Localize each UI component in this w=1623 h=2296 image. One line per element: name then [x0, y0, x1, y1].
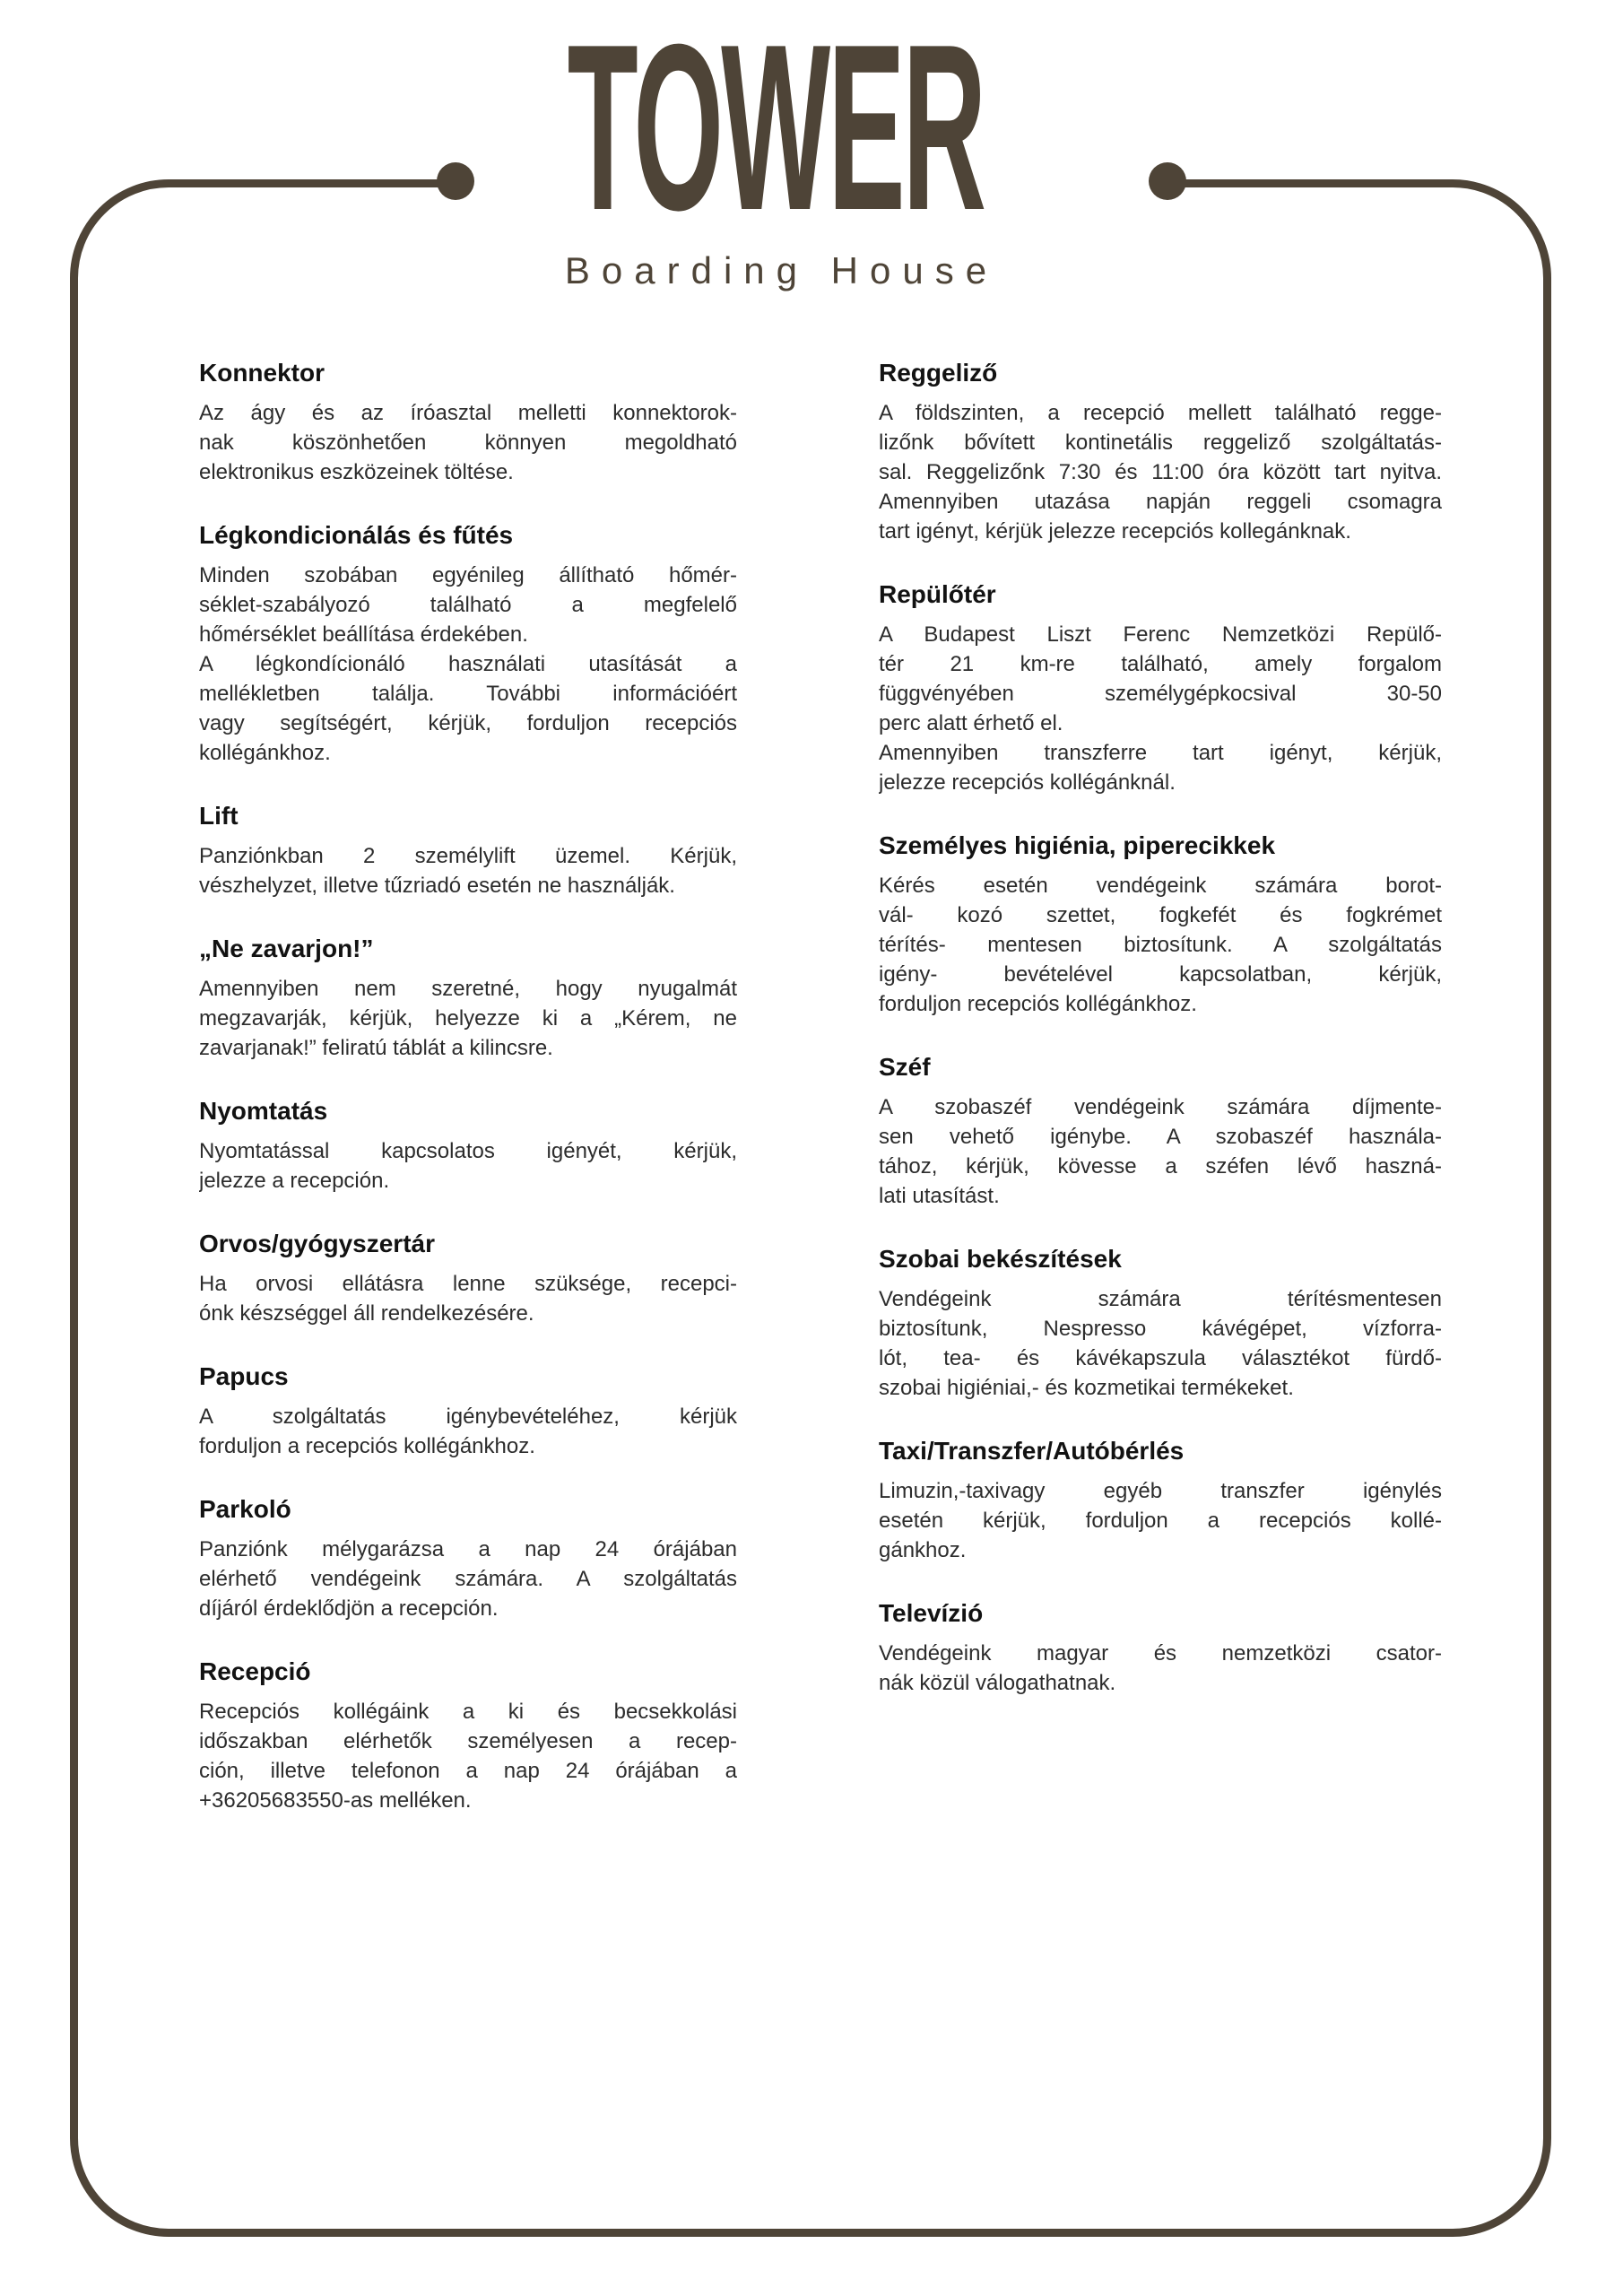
- body-line: esetén kérjük, forduljon a recepciós kollé-: [879, 1509, 1442, 1533]
- body-line: szobai higiéniai,- és kozmetikai termékeket.: [879, 1376, 1294, 1400]
- body-line: Amennyiben utazása napján reggeli csomagra: [879, 490, 1442, 514]
- body-line: tart igényt, kérjük jelezze recepciós kollegánknak.: [879, 519, 1351, 544]
- body-line: elektronikus eszközeinek töltése.: [199, 460, 514, 484]
- section-heading: Recepció: [199, 1657, 311, 1685]
- body-line: gánkhoz.: [879, 1538, 967, 1562]
- body-line: biztosítunk, Nespresso kávégépet, vízforra-: [879, 1317, 1442, 1341]
- body-line: vál- kozó szettet, fogkefét és fogkrémet: [879, 903, 1442, 927]
- section-heading: Orvos/gyógyszertár: [199, 1230, 435, 1257]
- body-line: nák közül válogathatnak.: [879, 1671, 1116, 1695]
- info-section: [199, 1656, 737, 1815]
- section-heading: Taxi/Transzfer/Autóbérlés: [879, 1437, 1185, 1465]
- info-section: [199, 1493, 737, 1623]
- section-heading: Széf: [879, 1053, 931, 1081]
- body-line: jelezze a recepción.: [199, 1169, 390, 1193]
- right-column: [879, 357, 1442, 1730]
- section-heading: Szobai bekészítések: [879, 1245, 1122, 1273]
- section-heading: Lift: [199, 802, 239, 830]
- info-section: [879, 357, 1442, 546]
- body-line: vagy segítségért, kérjük, forduljon recepciós: [199, 711, 737, 735]
- body-line: Minden szobában egyénileg állítható hőmér-: [199, 563, 737, 587]
- body-line: ónk készséggel áll rendelkezésére.: [199, 1301, 534, 1326]
- section-heading: Televízió: [879, 1599, 984, 1627]
- logo: [0, 0, 1551, 292]
- section-heading: Parkoló: [199, 1495, 291, 1523]
- body-line: lati utasítást.: [879, 1184, 1000, 1208]
- body-line: A földszinten, a recepció mellett található regge-: [879, 401, 1442, 425]
- body-line: ción, illetve telefonon a nap 24 órájában a: [199, 1759, 737, 1783]
- body-line: forduljon recepciós kollégánkhoz.: [879, 992, 1197, 1016]
- body-line: igény- bevételével kapcsolatban, kérjük,: [879, 962, 1442, 987]
- body-line: vészhelyzet, illetve tűzriadó esetén ne használják.: [199, 874, 675, 898]
- body-line: Amennyiben transzferre tart igényt, kérjük,: [879, 741, 1442, 765]
- body-line: térítés- mentesen biztosítunk. A szolgáltatás: [879, 933, 1442, 957]
- info-section: [879, 1243, 1442, 1403]
- body-line: Kérés esetén vendégeink számára borot-: [879, 874, 1442, 898]
- body-line: hőmérséklet beállítása érdekében.: [199, 622, 528, 647]
- body-line: Vendégeink számára térítésmentesen: [879, 1287, 1442, 1311]
- info-section: [199, 933, 737, 1063]
- body-line: tához, kérjük, kövesse a széfen lévő haszná-: [879, 1154, 1442, 1178]
- body-line: A légkondícionáló használati utasítását a: [199, 652, 737, 676]
- body-line: Limuzin,-taxivagy egyéb transzfer igénylés: [879, 1479, 1442, 1503]
- body-line: nak köszönhetően könnyen megoldható: [199, 430, 737, 455]
- info-section: [199, 1228, 737, 1328]
- body-line: Az ágy és az íróasztal melletti konnektorok-: [199, 401, 737, 425]
- body-line: elérhető vendégeink számára. A szolgáltatás: [199, 1567, 737, 1591]
- info-section: [879, 578, 1442, 797]
- info-section: [199, 800, 737, 900]
- body-line: Recepciós kollégáink a ki és becsekkolási: [199, 1700, 737, 1724]
- left-column: [199, 357, 737, 1848]
- body-line: forduljon a recepciós kollégánkhoz.: [199, 1434, 535, 1458]
- section-heading: Reggeliző: [879, 359, 998, 387]
- info-section: [879, 830, 1442, 1019]
- body-line: Panziónkban 2 személylift üzemel. Kérjük,: [199, 844, 737, 868]
- section-heading: Papucs: [199, 1362, 289, 1390]
- body-line: Panziónk mélygarázsa a nap 24 órájában: [199, 1537, 737, 1561]
- body-line: séklet-szabályozó található a megfelelő: [199, 593, 737, 617]
- body-line: A Budapest Liszt Ferenc Nemzetközi Repülő-: [879, 622, 1442, 647]
- body-line: díjáról érdeklődjön a recepción.: [199, 1596, 499, 1621]
- logo-subtitle: Boarding House: [564, 249, 999, 291]
- body-line: zavarjanak!” feliratú táblát a kilincsre.: [199, 1036, 553, 1060]
- body-line: Vendégeink magyar és nemzetközi csator-: [879, 1641, 1442, 1665]
- body-line: A szobaszéf vendégeink számára díjmente-: [879, 1095, 1442, 1119]
- info-section: [199, 357, 737, 487]
- body-line: A szolgáltatás igénybevételéhez, kérjük: [199, 1405, 737, 1429]
- body-line: jelezze recepciós kollégánknál.: [879, 770, 1176, 795]
- body-line: megzavarják, kérjük, helyezze ki a „Kérem, ne: [199, 1006, 737, 1031]
- body-line: függvényében személygépkocsival 30-50: [879, 682, 1442, 706]
- info-section: [199, 1095, 737, 1196]
- body-line: Nyomtatással kapcsolatos igényét, kérjük,: [199, 1139, 737, 1163]
- logo-title: TOWER: [567, 0, 985, 259]
- section-heading: Repülőtér: [879, 580, 996, 608]
- body-line: mellékletben találja. További információért: [199, 682, 737, 706]
- body-line: lizőnk bővített kontinetális reggeliző szolgáltatás-: [879, 430, 1442, 455]
- body-line: +36205683550-as melléken.: [199, 1788, 472, 1813]
- body-line: perc alatt érhető el.: [879, 711, 1063, 735]
- section-heading: Légkondicionálás és fűtés: [199, 521, 514, 549]
- section-heading: Személyes higiénia, piperecikkek: [879, 831, 1276, 859]
- info-section: [199, 519, 737, 768]
- body-line: Ha orvosi ellátásra lenne szüksége, recepci-: [199, 1272, 737, 1296]
- body-line: kollégánkhoz.: [199, 741, 331, 765]
- body-line: Amennyiben nem szeretné, hogy nyugalmát: [199, 977, 737, 1001]
- body-line: sal. Reggelizőnk 7:30 és 11:00 óra között tart nyitva.: [879, 460, 1442, 484]
- info-section: [199, 1361, 737, 1461]
- section-heading: Nyomtatás: [199, 1097, 328, 1125]
- info-section: [879, 1435, 1442, 1565]
- body-line: sen vehető igénybe. A szobaszéf használa-: [879, 1125, 1442, 1149]
- body-line: időszakban elérhetők személyesen a recep-: [199, 1729, 737, 1753]
- body-line: lót, tea- és kávékapszula választékot fürdő-: [879, 1346, 1442, 1370]
- info-section: [879, 1051, 1442, 1211]
- info-section: [879, 1597, 1442, 1698]
- section-heading: Konnektor: [199, 359, 325, 387]
- body-line: tér 21 km-re található, amely forgalom: [879, 652, 1442, 676]
- section-heading: „Ne zavarjon!”: [199, 935, 374, 962]
